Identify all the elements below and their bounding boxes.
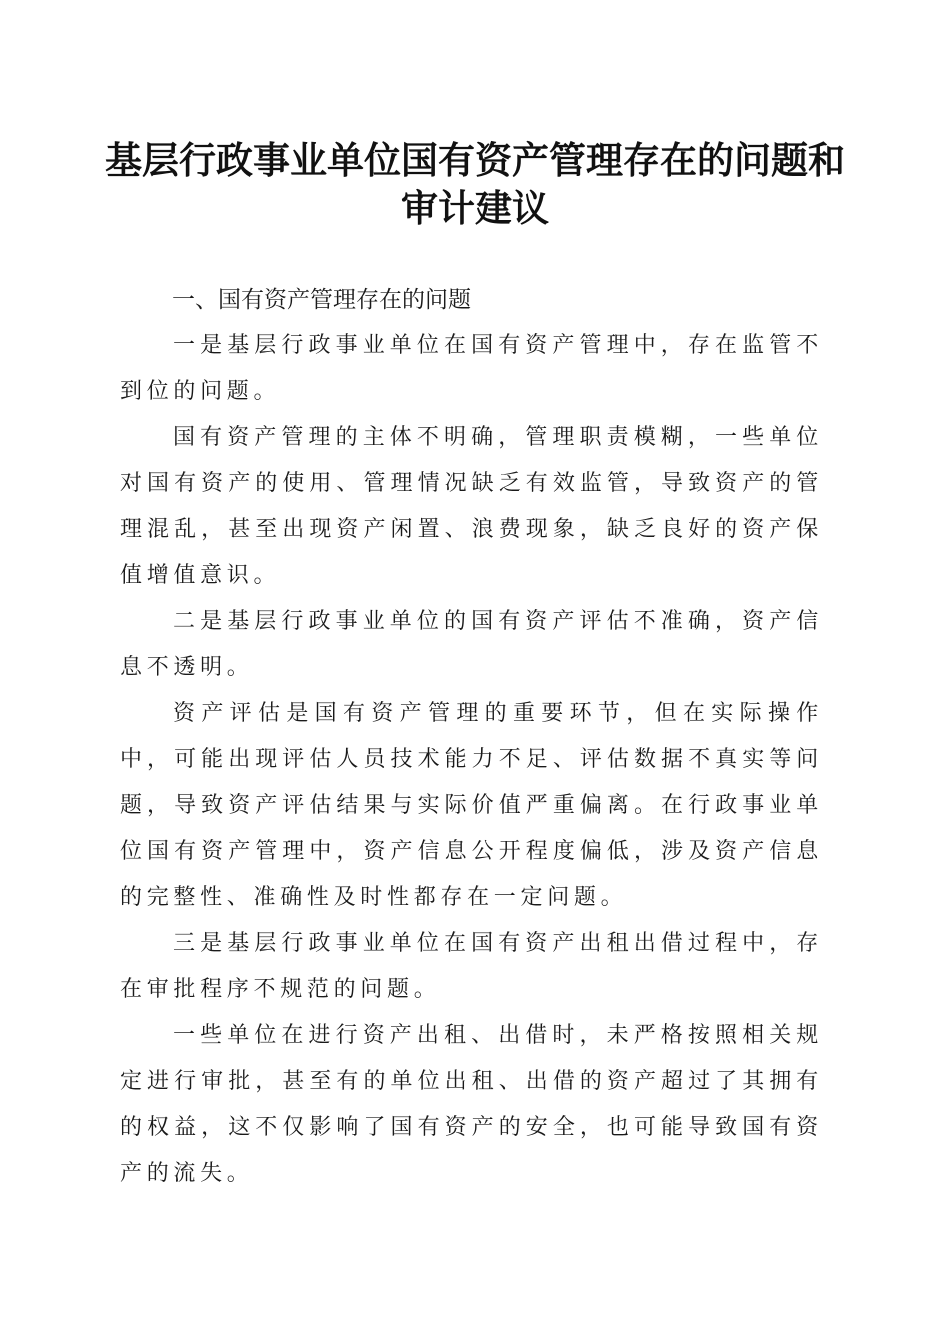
paragraph-point-1-detail: 国有资产管理的主体不明确，管理职责模糊，一些单位对国有资产的使用、管理情况缺乏有效监管，导致资产的管理混乱，甚至出现资产闲置、浪费现象，缺乏良好的资产保值增值意识。 (120, 425, 823, 588)
paragraph-point-1: 一是基层行政事业单位在国有资产管理中，存在监管不到位的问题。 (120, 333, 823, 404)
document-body (120, 277, 823, 1197)
document-title-line-2: 审计建议 (401, 186, 549, 230)
paragraph-point-3-detail: 一些单位在进行资产出租、出借时，未严格按照相关规定进行审批，甚至有的单位出租、出借的资产超过了其拥有的权益，这不仅影响了国有资产的安全，也可能导致国有资产的流失。 (120, 1023, 823, 1186)
paragraph-point-3: 三是基层行政事业单位在国有资产出租出借过程中，存在审批程序不规范的问题。 (120, 931, 823, 1002)
section-heading: 一、国有资产管理存在的问题 (172, 287, 471, 313)
document-title-line-1: 基层行政事业单位国有资产管理存在的问题和 (105, 138, 845, 182)
paragraph-point-2-detail: 资产评估是国有资产管理的重要环节，但在实际操作中，可能出现评估人员技术能力不足、评估数据不真实等问题，导致资产评估结果与实际价值严重偏离。在行政事业单位国有资产管理中，资产信息公开程度偏低，涉及资产信息的完整性、准确性及时性都存在一定问题。 (120, 701, 823, 910)
paragraph-point-2: 二是基层行政事业单位的国有资产评估不准确，资产信息不透明。 (120, 609, 823, 680)
